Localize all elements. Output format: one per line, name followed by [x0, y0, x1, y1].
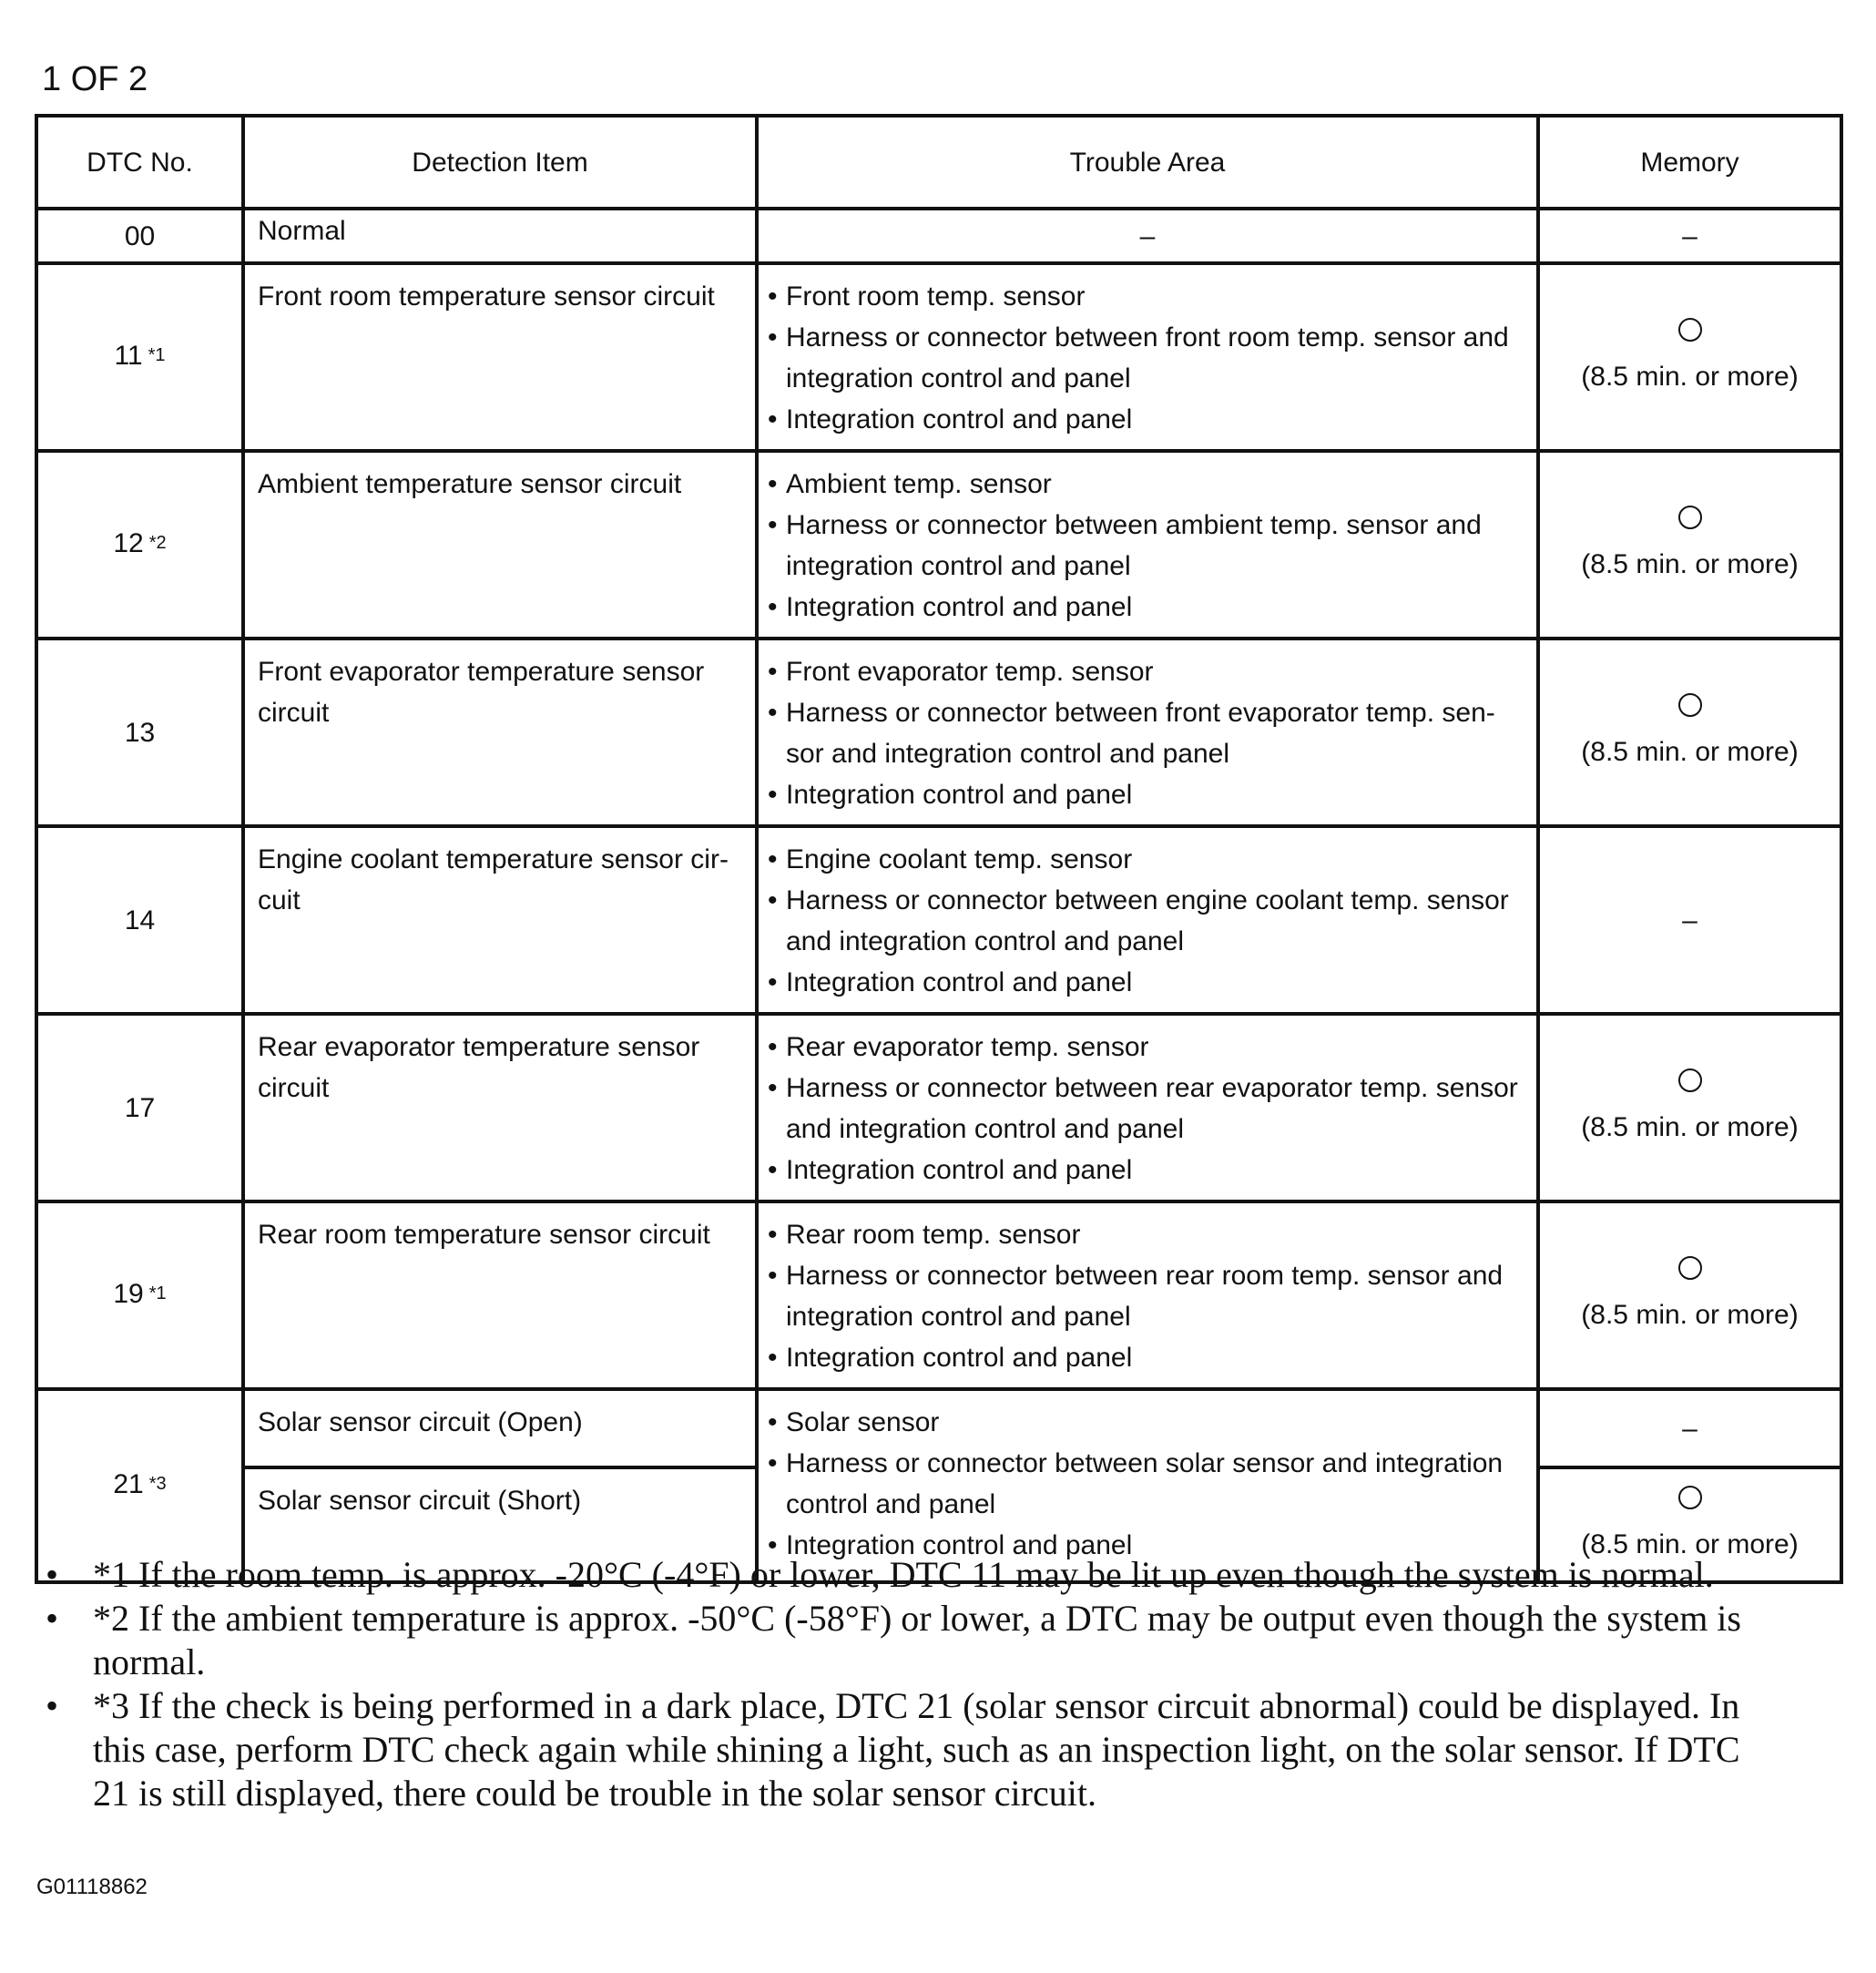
dtc-number-cell [36, 209, 243, 263]
trouble-area-item: • Harness or connector between front room temp. sensor and integration control and panel [768, 317, 1527, 399]
trouble-area-cell [757, 639, 1538, 826]
trouble-area-item: • Rear room temp. sensor [768, 1214, 1527, 1255]
trouble-area-list [768, 464, 1527, 628]
dtc-number-cell [36, 826, 243, 1014]
memory-circle-icon [1678, 1486, 1702, 1509]
memory-cell [1538, 826, 1841, 1014]
trouble-area-item: • Harness or connector between engine coolant temp. sensor and integration control and panel [768, 880, 1527, 962]
memory-cell [1538, 1014, 1841, 1201]
trouble-area-item: • Harness or connector between ambient temp. sensor and integration control and panel [768, 505, 1527, 587]
memory-text: (8.5 min. or more) [1581, 1299, 1799, 1330]
trouble-area-item: • Ambient temp. sensor [768, 464, 1527, 505]
trouble-area-item: • Integration control and panel [768, 962, 1527, 1003]
memory-cell [1538, 263, 1841, 451]
dtc-number: 21 [113, 1468, 144, 1499]
memory-text: (8.5 min. or more) [1581, 1111, 1799, 1142]
detection-item-cell: Solar sensor circuit (Open) [243, 1389, 757, 1467]
figure-code: G01118862 [36, 1875, 148, 1899]
detection-item-cell: Ambient temperature sensor circuit [243, 451, 757, 639]
detection-item-cell: Rear evaporator temperature sensor circuit [243, 1014, 757, 1201]
memory-cell [1538, 1201, 1841, 1389]
memory-circle-icon [1678, 318, 1702, 342]
trouble-area-item: • Harness or connector between front evaporator temp. sen-sor and integration control and panel [768, 692, 1527, 774]
dtc-number: 17 [124, 1092, 156, 1123]
trouble-area-item: • Front evaporator temp. sensor [768, 651, 1527, 692]
footnote-mark: *2 [148, 532, 167, 553]
memory-text: – [1682, 905, 1698, 935]
memory-text: (8.5 min. or more) [1581, 548, 1799, 579]
table-row [36, 1389, 1841, 1467]
memory-cell: – [1538, 1389, 1841, 1467]
memory-circle-icon [1678, 1256, 1702, 1280]
trouble-area-item: • Harness or connector between solar sensor and integration control and panel [768, 1443, 1527, 1525]
trouble-area-list [768, 276, 1527, 440]
memory-text: (8.5 min. or more) [1581, 736, 1799, 767]
detection-item-cell: Normal [243, 209, 757, 263]
dtc-number-cell [36, 451, 243, 639]
footnotes [46, 1553, 1776, 1815]
page-indicator: 1 OF 2 [42, 60, 148, 98]
dtc-number: 19 [113, 1278, 144, 1309]
footnote-mark: *1 [148, 1283, 167, 1303]
trouble-area-cell [757, 451, 1538, 639]
trouble-area-cell: – [757, 209, 1538, 263]
memory-cell [1538, 639, 1841, 826]
dtc-number: 12 [113, 527, 144, 558]
trouble-area-item: • Engine coolant temp. sensor [768, 839, 1527, 880]
dtc-number: 11 [114, 340, 143, 371]
dtc-number: 13 [124, 717, 156, 748]
memory-cell: – [1538, 209, 1841, 263]
dtc-number-cell [36, 263, 243, 451]
footnote: • *1 If the room temp. is approx. -20°C (-4°F) or lower, DTC 11 may be lit up even though the system is normal. [46, 1553, 1776, 1597]
table-header-row [36, 116, 1841, 209]
dtc-number: 14 [124, 905, 156, 935]
trouble-area-cell [757, 826, 1538, 1014]
header-dtc-no: DTC No. [36, 116, 243, 209]
trouble-area-item: • Integration control and panel [768, 1525, 1527, 1566]
trouble-area-item: • Integration control and panel [768, 587, 1527, 628]
table-row [36, 826, 1841, 1014]
table-row [36, 1201, 1841, 1389]
header-memory: Memory [1538, 116, 1841, 209]
trouble-area-item: • Front room temp. sensor [768, 276, 1527, 317]
trouble-area-cell [757, 1014, 1538, 1201]
memory-text: (8.5 min. or more) [1581, 1528, 1799, 1559]
trouble-area-item: • Integration control and panel [768, 1150, 1527, 1191]
table-row [36, 263, 1841, 451]
dtc-number-cell [36, 1014, 243, 1201]
trouble-area-item: • Integration control and panel [768, 1337, 1527, 1378]
trouble-area-list [768, 1402, 1527, 1566]
trouble-area-item: • Harness or connector between rear room temp. sensor and integration control and panel [768, 1255, 1527, 1337]
footnote-mark: *3 [148, 1473, 167, 1494]
trouble-area-list [768, 1214, 1527, 1378]
footnote-mark: *1 [148, 344, 166, 365]
trouble-area-item: • Harness or connector between rear evaporator temp. sensor and integration control and panel [768, 1068, 1527, 1150]
table-row [36, 209, 1841, 263]
trouble-area-cell [757, 1201, 1538, 1389]
detection-item-cell: Engine coolant temperature sensor cir-cuit [243, 826, 757, 1014]
header-detection-item: Detection Item [243, 116, 757, 209]
trouble-area-list [768, 839, 1527, 1003]
table-row [36, 639, 1841, 826]
trouble-area-item: • Solar sensor [768, 1402, 1527, 1443]
footnote: • *2 If the ambient temperature is approx. -50°C (-58°F) or lower, a DTC may be output even though the system is normal. [46, 1597, 1776, 1684]
detection-item-cell: Rear room temperature sensor circuit [243, 1201, 757, 1389]
dtc-number-cell [36, 639, 243, 826]
dtc-table [35, 114, 1843, 1584]
footnote: • *3 If the check is being performed in a dark place, DTC 21 (solar sensor circuit abnormal) could be displayed. In this case, perform DTC check again while shining a light, such as an inspection light, on the solar sensor. If DTC 21 is still displayed, there could be trouble in the solar sensor circuit. [46, 1684, 1776, 1815]
trouble-area-list [768, 651, 1527, 815]
header-trouble-area: Trouble Area [757, 116, 1538, 209]
detection-item-cell: Front room temperature sensor circuit [243, 263, 757, 451]
memory-circle-icon [1678, 506, 1702, 529]
trouble-area-item: • Rear evaporator temp. sensor [768, 1027, 1527, 1068]
trouble-area-item: • Integration control and panel [768, 774, 1527, 815]
detection-item-cell: Solar sensor circuit (Short) [243, 1467, 757, 1582]
memory-circle-icon [1678, 1068, 1702, 1092]
memory-circle-icon [1678, 693, 1702, 717]
trouble-area-cell [757, 263, 1538, 451]
trouble-area-item: • Integration control and panel [768, 399, 1527, 440]
detection-item-cell: Front evaporator temperature sensor circuit [243, 639, 757, 826]
dtc-number: 00 [124, 220, 156, 251]
trouble-area-list [768, 1027, 1527, 1191]
memory-text: (8.5 min. or more) [1581, 361, 1799, 392]
table-row [36, 1014, 1841, 1201]
table-row [36, 451, 1841, 639]
dtc-number-cell [36, 1201, 243, 1389]
memory-cell [1538, 451, 1841, 639]
